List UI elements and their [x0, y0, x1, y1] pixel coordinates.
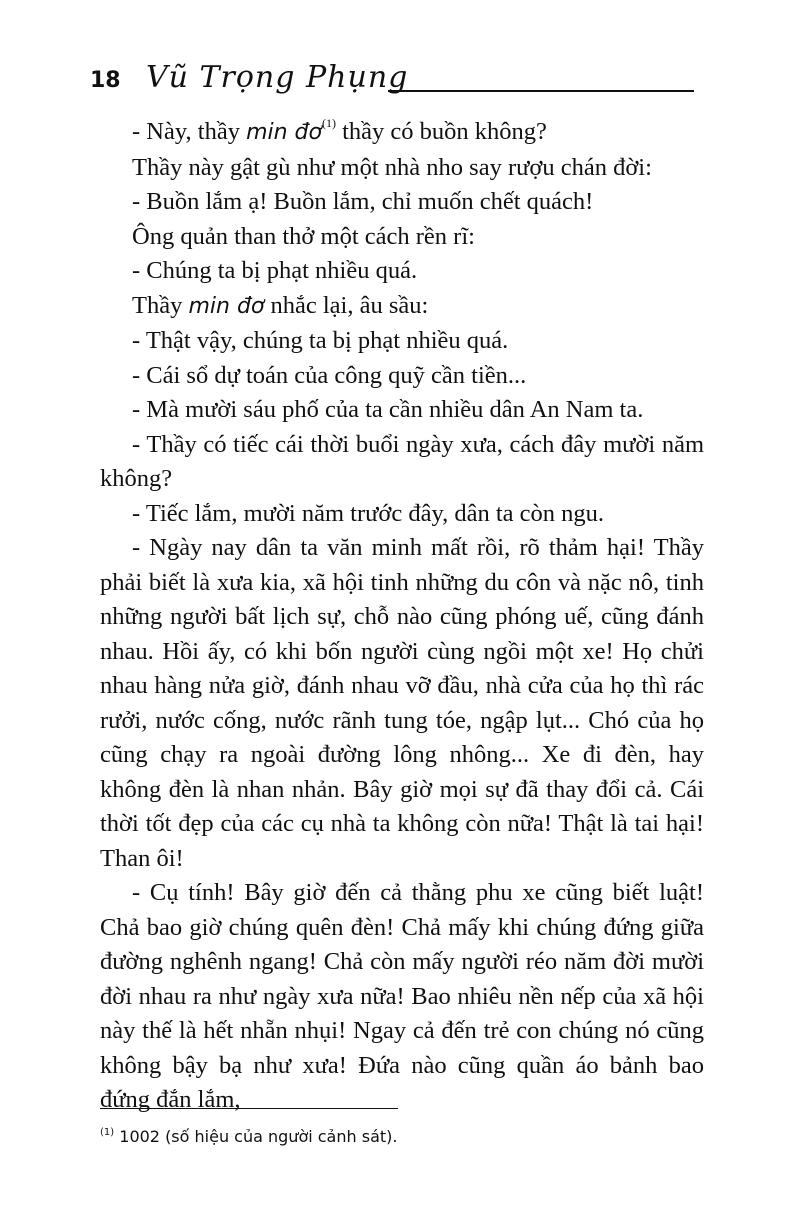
narration-line: Thầy này gật gù như một nhà nho say rượu chán đời:: [132, 153, 652, 181]
dialogue-line: - Mà mười sáu phố của ta cần nhiều dân An Nam ta.: [132, 396, 644, 423]
book-title: Vũ Trọng Phụng: [146, 60, 409, 95]
dialogue-paragraph: - Ngày nay dân ta văn minh mất rồi, rõ thảm hại! Thầy phải biết là xưa kia, xã hội tinh những du côn và nặc nô, tinh những người bất lịch sự, chỗ nào cũng phóng uế, cũng đánh nhau. Hồi ấy, có khi bốn người cùng ngồi một xe! Họ chửi nhau hàng nửa giờ, đánh nhau vỡ đầu, nhà cửa của họ thì rác rưởi, nước cống, nước rãnh tung tóe, ngập lụt... Chó của họ cũng chạy ra ngoài đường lông nhông... Xe đi đèn, hay không đèn là nhan nhản. Bây giờ mọi sự đã thay đổi cả. Cái thời tốt đẹp của các cụ nhà ta không còn nữa! Thật là tai hại! Than ôi!: [100, 534, 704, 872]
dialogue-line: - Thật vậy, chúng ta bị phạt nhiều quá.: [132, 327, 509, 354]
italic-term: min đơ: [188, 293, 265, 319]
dialogue-paragraph: - Thầy có tiếc cái thời buổi ngày xưa, cách đây mười năm không?: [100, 430, 704, 492]
footnote-ref: (1): [321, 116, 336, 130]
dialogue-line: - Này, thầy $\min đơ^{(1)}$ thầy có buồn không?: [132, 116, 547, 145]
italic-term: min đơ: [246, 120, 322, 145]
dialogue-paragraph: - Cụ tính! Bây giờ đến cả thằng phu xe cũng biết luật! Chả bao giờ chúng quên đèn! Chả mấy khi chúng đứng giữa đường nghênh ngang! Chả còn mấy người réo năm đời mười đời nhau ra như ngày xưa nữa! Bao nhiêu nền nếp của xã hội này thế là hết nhẵn nhụi! Ngay cả đến trẻ con chúng nó cũng không bậy bạ như xưa! Đứa nào cũng quần áo bảnh bao đứng đắn lắm,: [100, 879, 704, 1113]
dialogue-line: - Tiếc lắm, mười năm trước đây, dân ta còn ngu.: [132, 499, 605, 527]
footnote-marker: (1): [100, 1127, 115, 1138]
footnote: [100, 1127, 397, 1146]
dialogue-line: - Buồn lắm ạ! Buồn lắm, chỉ muốn chết quách!: [132, 188, 594, 215]
footnote-text: 1002 (số hiệu của người cảnh sát).: [114, 1127, 398, 1146]
footnote-rule: [100, 1108, 398, 1109]
dialogue-line: - Chúng ta bị phạt nhiều quá.: [132, 257, 418, 284]
page-header: [90, 62, 700, 102]
header-rule: [388, 90, 694, 92]
narration-line: Thầy min đơ nhắc lại, âu sầu:: [132, 291, 429, 319]
narration-line: Ông quản than thở một cách rền rĩ:: [132, 222, 475, 250]
page-body: [100, 115, 704, 1118]
dialogue-line: - Cái sổ dự toán của công quỹ cần tiền...: [132, 361, 527, 389]
page-number: 18: [90, 68, 121, 93]
